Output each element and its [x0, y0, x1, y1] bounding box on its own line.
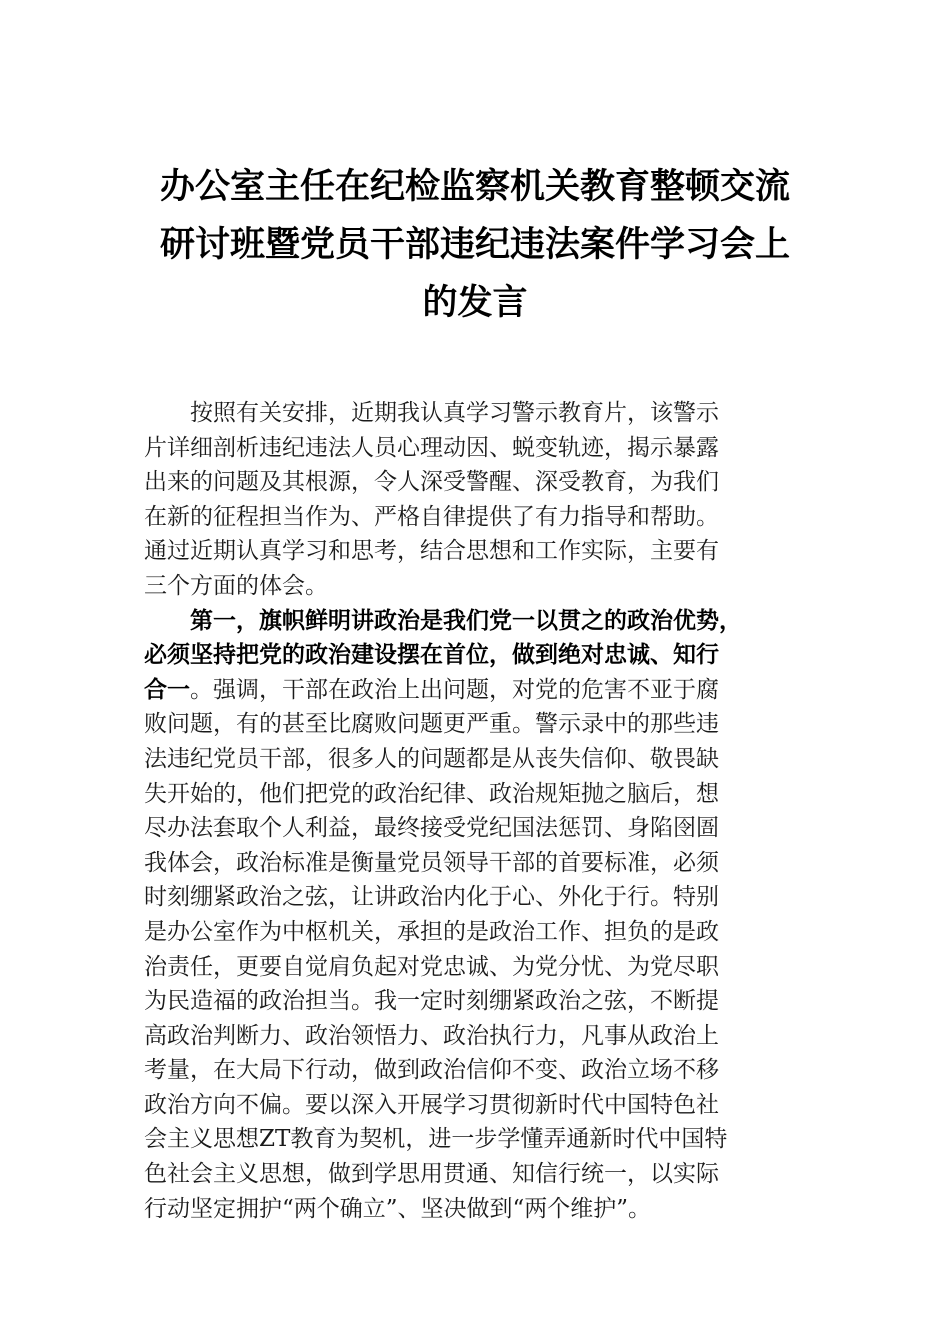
text-line: 行动坚定拥护“两个确立”、坚决做到“两个维护”。 — [144, 1195, 652, 1222]
bold-heading-end: 合一 — [144, 675, 190, 703]
text-line: 时刻绷紧政治之弦，让讲政治内化于心、外化于行。特别 — [144, 884, 719, 911]
text-line: 败问题，有的甚至比腐败问题更严重。警示录中的那些违 — [144, 711, 719, 738]
bold-heading-line: 必须坚持把党的政治建设摆在首位，做到绝对忠诚、知行 — [144, 641, 719, 669]
mixed-line — [144, 673, 814, 708]
document-title — [140, 158, 810, 332]
text-line: 通过近期认真学习和思考，结合思想和工作实际，主要有 — [144, 538, 719, 565]
paragraph-point-one — [144, 604, 814, 1227]
text-line: 政治方向不偏。要以深入开展学习贯彻新时代中国特色社 — [144, 1091, 719, 1118]
text-line: 我体会，政治标准是衡量党员领导干部的首要标准，必须 — [144, 849, 719, 876]
text-line: 三个方面的体会。 — [144, 572, 328, 599]
text-line: 失开始的，他们把党的政治纪律、政治规矩抛之脑后，想 — [144, 780, 719, 807]
paragraph-intro — [144, 396, 814, 604]
text-line: 法违纪党员干部，很多人的问题都是从丧失信仰、敬畏缺 — [144, 745, 719, 772]
document-body — [144, 396, 814, 1226]
text-line: 考量，在大局下行动，做到政治信仰不变、政治立场不移 — [144, 1057, 719, 1084]
title-line-2: 研讨班暨党员干部违纪违法案件学习会上 — [159, 224, 790, 265]
text-line: 色社会主义思想，做到学思用贯通、知信行统一，以实际 — [144, 1161, 719, 1188]
text-line: 是办公室作为中枢机关，承担的是政治工作、担负的是政 — [144, 918, 719, 945]
text-line: 高政治判断力、政治领悟力、政治执行力，凡事从政治上 — [144, 1022, 719, 1049]
text-line: 在新的征程担当作为、严格自律提供了有力指导和帮助。 — [144, 503, 719, 530]
text-line: 片详细剖析违纪违法人员心理动因、蜕变轨迹，揭示暴露 — [144, 434, 719, 461]
text-line: 会主义思想ZT教育为契机，进一步学懂弄通新时代中国特 — [144, 1126, 728, 1153]
title-line-3: 的发言 — [422, 282, 528, 323]
text-line: 治责任，更要自觉肩负起对党忠诚、为党分忧、为党尽职 — [144, 953, 719, 980]
bold-heading-line: 第一，旗帜鲜明讲政治是我们党一以贯之的政治优势， — [190, 606, 742, 634]
text-segment: 。强调，干部在政治上出问题，对党的危害不亚于腐 — [190, 676, 719, 703]
text-line: 为民造福的政治担当。我一定时刻绷紧政治之弦，不断提 — [144, 988, 719, 1015]
text-line: 尽办法套取个人利益，最终接受党纪国法惩罚、身陷囹圄 — [144, 815, 719, 842]
text-line: 出来的问题及其根源，令人深受警醒、深受教育，为我们 — [144, 469, 719, 496]
text-line: 按照有关安排，近期我认真学习警示教育片，该警示 — [190, 400, 719, 426]
title-line-1: 办公室主任在纪检监察机关教育整顿交流 — [159, 166, 790, 207]
